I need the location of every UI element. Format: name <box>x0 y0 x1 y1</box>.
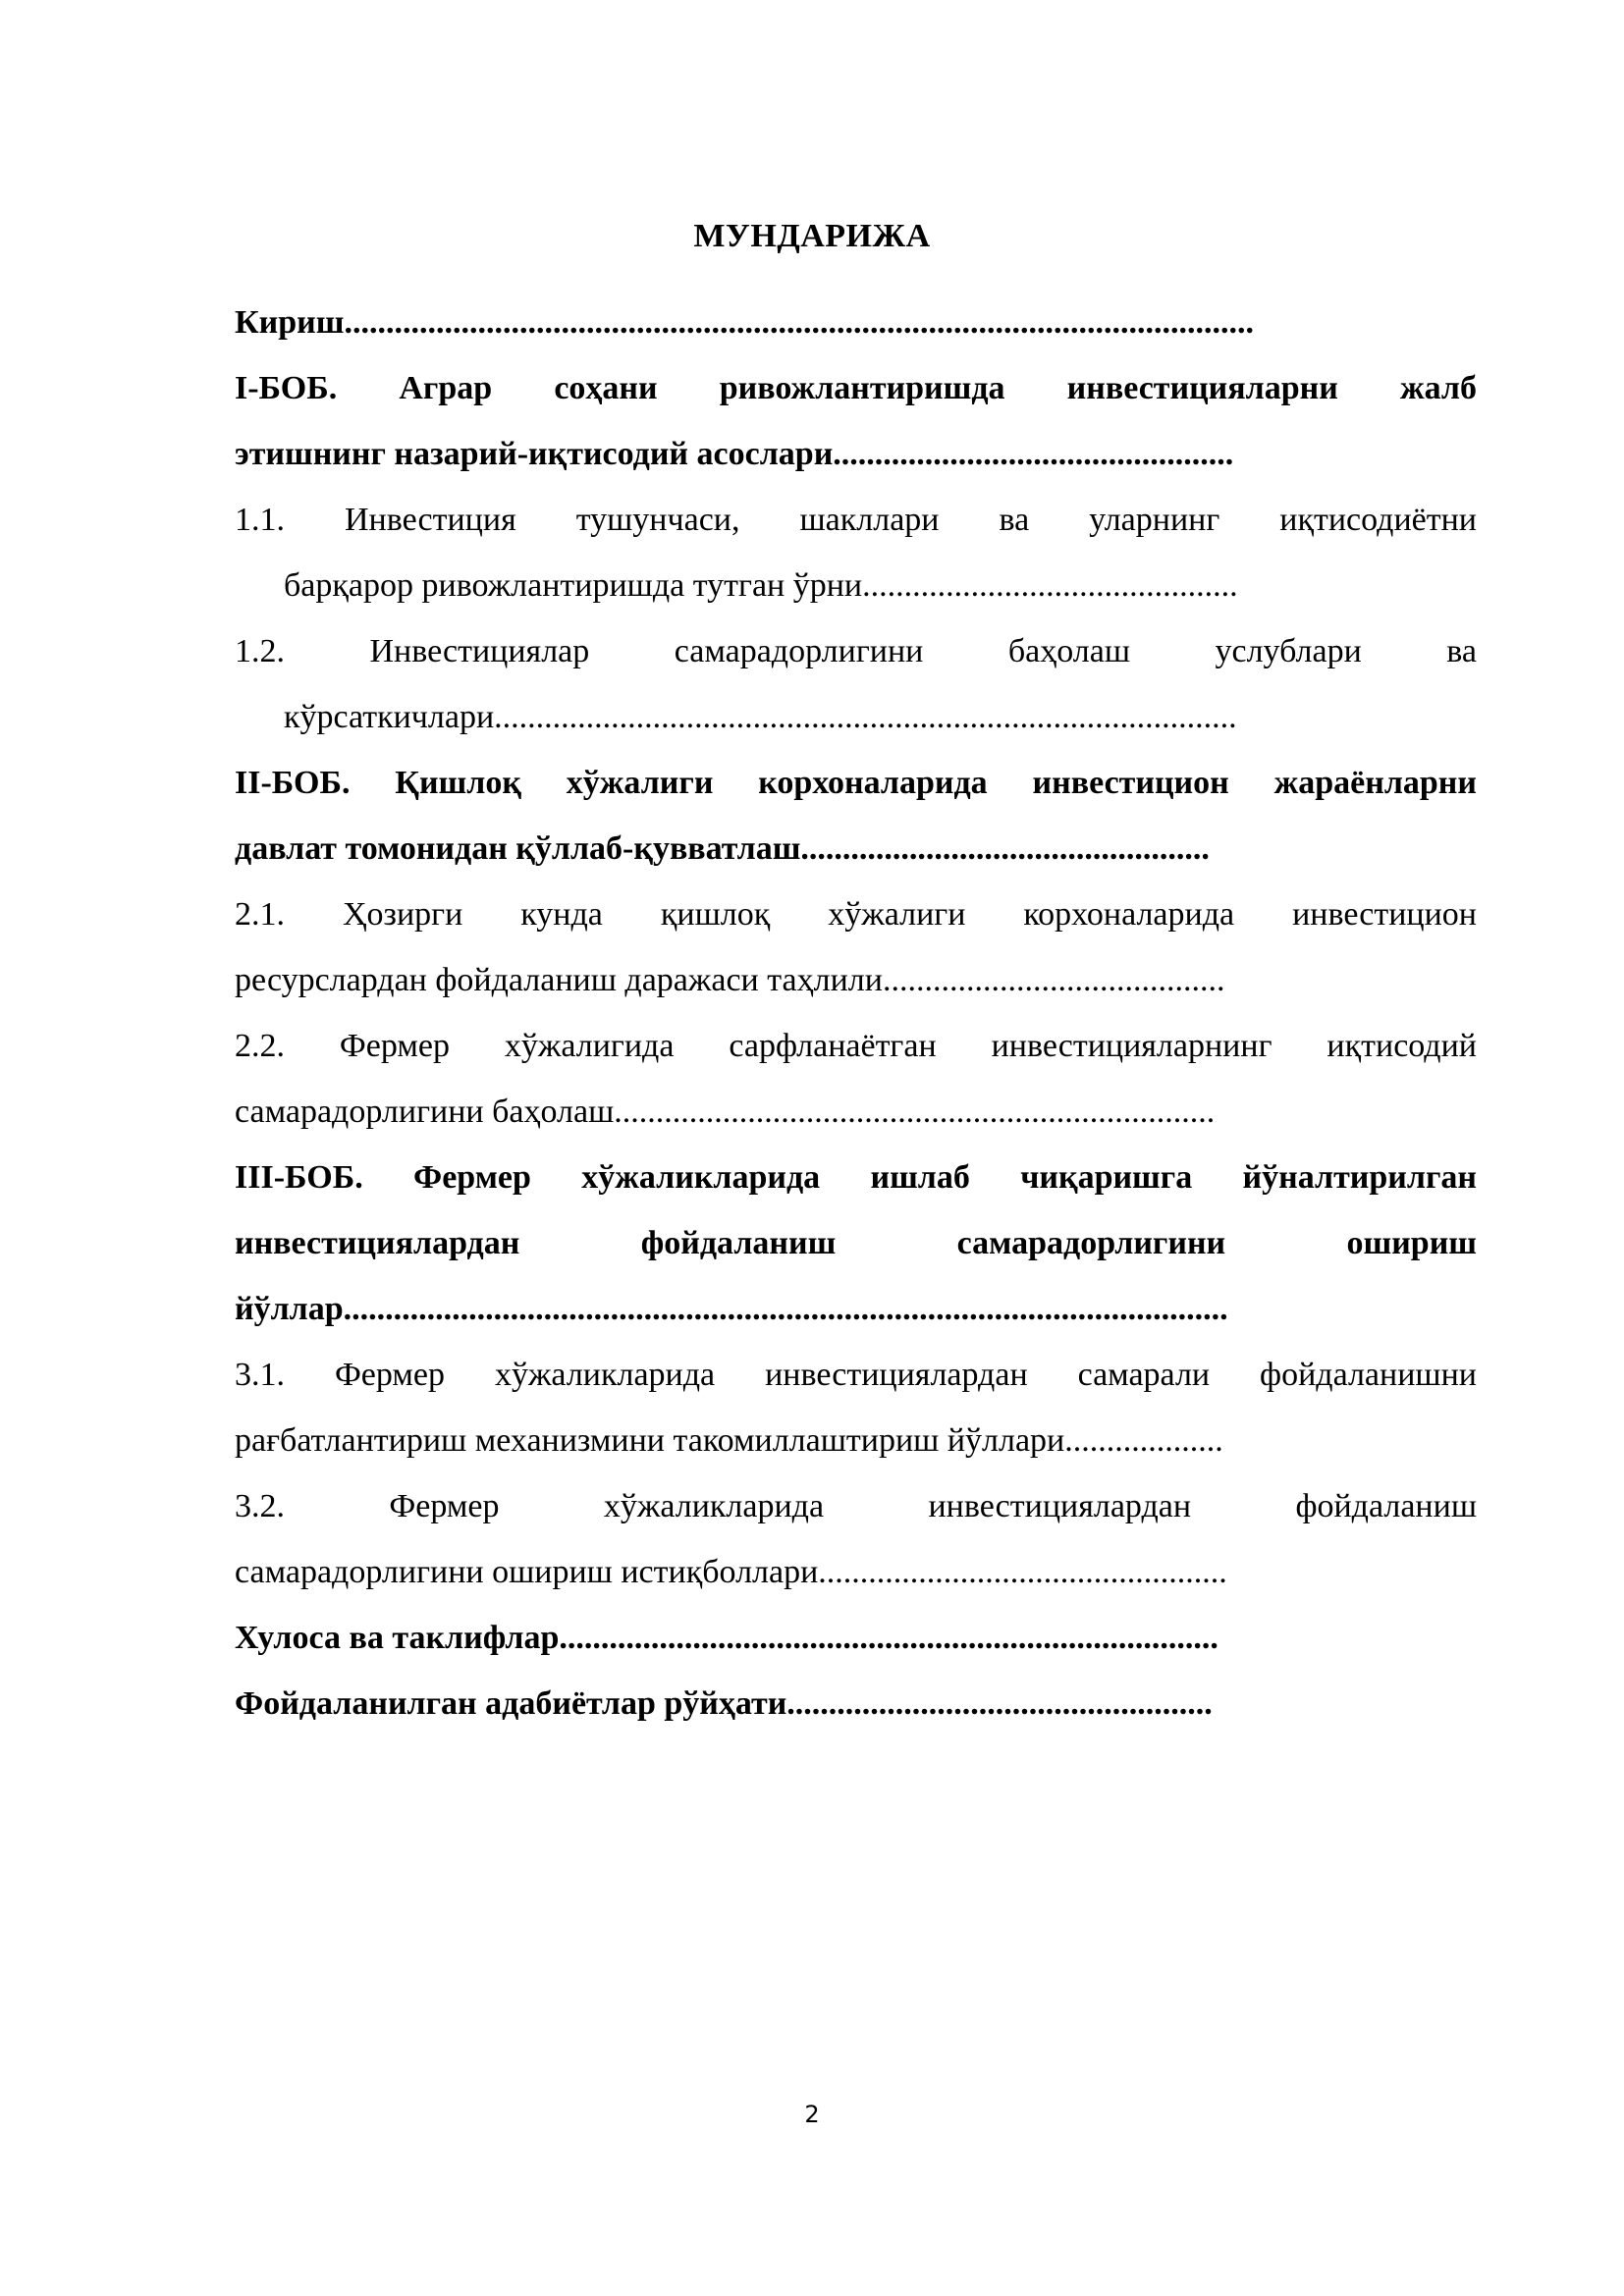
toc-section-3-1-line-2: рағбатлантириш механизмини такомиллаштириш йўллари................... <box>235 1422 1223 1459</box>
toc-chapter-3-line-1: III-БОБ. Фермер хўжаликларида ишлаб чиқаришга йўналтирилган <box>235 1159 1477 1196</box>
toc-section-2-1-line-2: ресурслардан фойдаланиш даражаси таҳлили......................................... <box>235 962 1225 998</box>
toc-section-2-2-line-2: самарадорлигини баҳолаш........................................................................ <box>235 1094 1216 1130</box>
toc-chapter-1-line-2: этишнинг назарий-иқтисодий асослари................................................ <box>235 436 1234 472</box>
toc-references: Фойдаланилган адабиётлар рўйҳати................................................... <box>235 1685 1213 1722</box>
table-of-contents <box>235 290 1477 1736</box>
toc-section-1-2-line-1: 1.2. Инвестициялар самарадорлигини баҳолаш услублари ва <box>235 633 1477 669</box>
toc-section-3-2-line-2: самарадорлигини ошириш истиқболлари................................................. <box>235 1554 1227 1590</box>
toc-chapter-3-line-2: инвестициялардан фойдаланиш самарадорлигини ошириш <box>235 1225 1477 1261</box>
toc-chapter-2-line-2: давлат томонидан қўллаб-қувватлаш................................................. <box>235 830 1210 867</box>
toc-section-1-2-line-2: кўрсаткичлари......................................................................................... <box>284 699 1237 735</box>
toc-section-3-1-line-1: 3.1. Фермер хўжаликларида инвестициялардан самарали фойдаланишни <box>235 1357 1477 1393</box>
toc-chapter-1-line-1: I-БОБ. Аграр соҳани ривожлантиришда инвестицияларни жалб <box>235 370 1477 406</box>
page-number: 2 <box>804 2101 820 2128</box>
toc-chapter-2-line-1: II-БОБ. Қишлоқ хўжалиги корхоналарида инвестицион жараёнларни <box>235 765 1477 801</box>
toc-section-2-1-line-1: 2.1. Ҳозирги кунда қишлоқ хўжалиги корхоналарида инвестицион <box>235 896 1477 933</box>
toc-conclusion: Хулоса ва таклифлар............................................................................... <box>235 1620 1218 1656</box>
toc-section-1-1-line-1: 1.1. Инвестиция тушунчаси, шакллари ва уларнинг иқтисодиётни <box>235 502 1477 538</box>
toc-chapter-3-line-3: йўллар.......................................................................................................... <box>235 1291 1228 1327</box>
toc-section-2-2-line-1: 2.2. Фермер хўжалигида сарфланаётган инвестицияларнинг иқтисодий <box>235 1028 1477 1064</box>
toc-intro: Кириш............................................................................................................. <box>235 304 1254 341</box>
toc-section-1-1-line-2: барқарор ривожлантиришда тутган ўрни............................................. <box>284 567 1238 604</box>
toc-section-3-2-line-1: 3.2. Фермер хўжаликларида инвестициялардан фойдаланиш <box>235 1488 1477 1524</box>
document-title: МУНДАРИЖА <box>693 218 931 254</box>
